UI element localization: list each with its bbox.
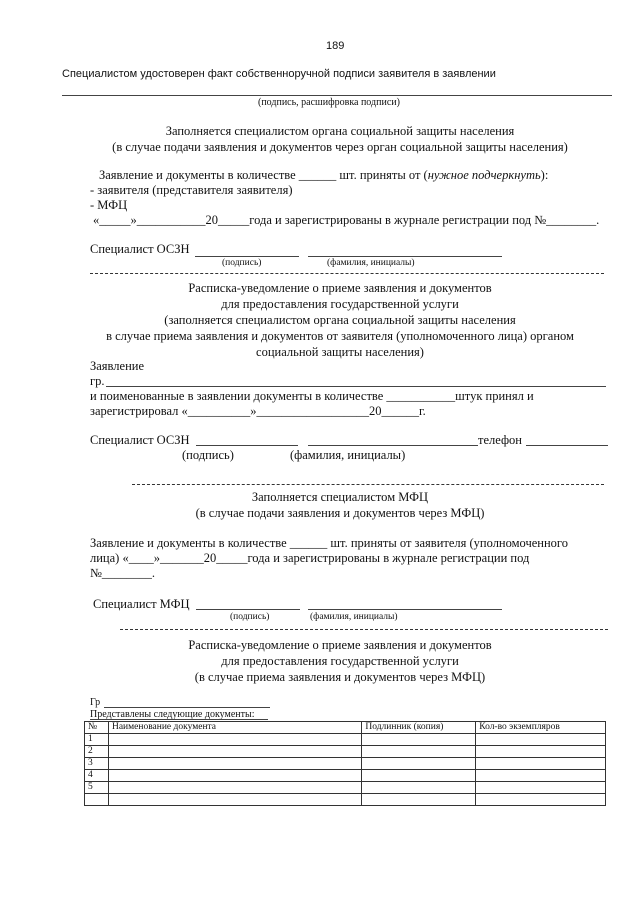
copies-count-cell[interactable] <box>476 770 606 782</box>
section3-title: Заполняется специалистом МФЦ <box>251 490 429 504</box>
page-number: 189 <box>326 40 345 52</box>
section2-specialist-label: Специалист ОСЗН <box>90 433 190 447</box>
original-copy-cell[interactable] <box>362 782 476 794</box>
table-header-row <box>85 722 606 734</box>
row-number: 1 <box>85 734 109 746</box>
copies-count-cell[interactable] <box>476 794 606 806</box>
table-row <box>85 746 606 758</box>
signature-caption: (подпись, расшифровка подписи) <box>258 97 400 108</box>
row-number: 4 <box>85 770 109 782</box>
row-number <box>85 794 109 806</box>
documents-table <box>84 721 606 806</box>
section1-caption-signature: (подпись) <box>222 258 262 268</box>
table-row <box>85 782 606 794</box>
section2-count-line: и поименованные в заявлении документы в количестве ___________штук принял и <box>90 389 534 403</box>
option-applicant: - заявителя (представителя заявителя) <box>90 183 293 197</box>
row-number: 2 <box>85 746 109 758</box>
table-row <box>85 734 606 746</box>
section3-line-1: Заявление и документы в количестве ______ шт. приняты от заявителя (уполномоченного <box>90 536 569 550</box>
copies-count-cell[interactable] <box>476 746 606 758</box>
section2-title-line-4: в случае приема заявления и документов от заявителя (уполномоченного лица) органом <box>106 329 574 343</box>
section3-caption-name: (фамилия, инициалы) <box>310 612 398 622</box>
signature-line <box>62 95 612 96</box>
copies-count-cell[interactable] <box>476 758 606 770</box>
section1-name-field[interactable] <box>308 256 502 257</box>
row-number: 3 <box>85 758 109 770</box>
count-line-suffix: ): <box>540 168 549 182</box>
copies-count-cell[interactable] <box>476 734 606 746</box>
section2-title-line-2: для предоставления государственной услуги <box>221 297 459 311</box>
count-line-italic: нужное подчеркнуть <box>427 168 541 182</box>
section2-caption-name: (фамилия, инициалы) <box>290 448 406 462</box>
section2-citizen-name-field[interactable] <box>106 386 606 387</box>
header-number: № <box>85 722 109 734</box>
document-name-cell[interactable] <box>108 794 361 806</box>
section2-name-field[interactable] <box>308 445 478 446</box>
section3-specialist-label: Специалист МФЦ <box>93 597 190 611</box>
section4-gr-prefix: Гр <box>90 697 101 708</box>
section4-title-line-1: Расписка-уведомление о приеме заявления и документов <box>188 638 492 652</box>
docs-label-underline <box>90 719 268 720</box>
section4-title-line-2: для предоставления государственной услуги <box>221 654 459 668</box>
header-original-copy: Подлинник (копия) <box>362 722 476 734</box>
table-row <box>85 794 606 806</box>
cut-line-3 <box>120 629 608 630</box>
section2-title-line-5: социальной защиты населения) <box>256 345 424 359</box>
original-copy-cell[interactable] <box>362 758 476 770</box>
document-name-cell[interactable] <box>108 734 361 746</box>
statement-label: Заявление <box>90 359 145 373</box>
original-copy-cell[interactable] <box>362 794 476 806</box>
original-copy-cell[interactable] <box>362 734 476 746</box>
section4-title-line-3: (в случае приема заявления и документов через МФЦ) <box>194 670 486 684</box>
docs-label: Представлены следующие документы: <box>90 709 255 720</box>
section3-name-field[interactable] <box>308 609 502 610</box>
section1-caption-name: (фамилия, инициалы) <box>327 258 415 268</box>
document-name-cell[interactable] <box>108 758 361 770</box>
table-row <box>85 770 606 782</box>
section4-citizen-name-field[interactable] <box>104 707 270 708</box>
document-name-cell[interactable] <box>108 746 361 758</box>
original-copy-cell[interactable] <box>362 746 476 758</box>
table-row <box>85 758 606 770</box>
section1-date-line: «_____»___________20_____года и зарегистрированы в журнале регистрации под №________. <box>93 213 600 227</box>
section3-signature-field[interactable] <box>196 609 300 610</box>
section1-subtitle: (в случае подачи заявления и документов через орган социальной защиты населения) <box>112 140 568 154</box>
phone-field[interactable] <box>526 445 608 446</box>
section2-gr-prefix: гр. <box>90 374 105 388</box>
section3-caption-signature: (подпись) <box>230 612 270 622</box>
phone-label: телефон <box>478 433 522 447</box>
header-document-name: Наименование документа <box>108 722 361 734</box>
section2-caption-signature: (подпись) <box>182 448 234 462</box>
section2-signature-field[interactable] <box>196 445 298 446</box>
document-name-cell[interactable] <box>108 782 361 794</box>
cut-line-2 <box>132 484 604 485</box>
section3-line-3: №________. <box>90 566 156 580</box>
section2-registered-line: зарегистрировал «__________»__________________20______г. <box>90 404 426 418</box>
cut-line-1 <box>90 273 604 274</box>
row-number: 5 <box>85 782 109 794</box>
section2-title-line-3: (заполняется специалистом органа социальной защиты населения <box>164 313 516 327</box>
section1-title: Заполняется специалистом органа социальной защиты населения <box>165 124 515 138</box>
header-copies-count: Кол-во экземпляров <box>476 722 606 734</box>
section3-line-2: лица) «____»_______20_____года и зарегистрированы в журнале регистрации под <box>90 551 530 565</box>
section1-count-line <box>99 168 548 183</box>
copies-count-cell[interactable] <box>476 782 606 794</box>
verification-statement: Специалистом удостоверен факт собственноручной подписи заявителя в заявлении <box>62 68 496 80</box>
section1-specialist-label: Специалист ОСЗН <box>90 242 190 256</box>
original-copy-cell[interactable] <box>362 770 476 782</box>
section3-subtitle: (в случае подачи заявления и документов через МФЦ) <box>195 506 485 520</box>
document-name-cell[interactable] <box>108 770 361 782</box>
count-line-prefix: Заявление и документы в количестве ______ шт. приняты от ( <box>99 168 428 182</box>
option-mfc: - МФЦ <box>90 198 128 212</box>
section2-title-line-1: Расписка-уведомление о приеме заявления и документов <box>188 281 492 295</box>
section1-signature-field[interactable] <box>195 256 299 257</box>
